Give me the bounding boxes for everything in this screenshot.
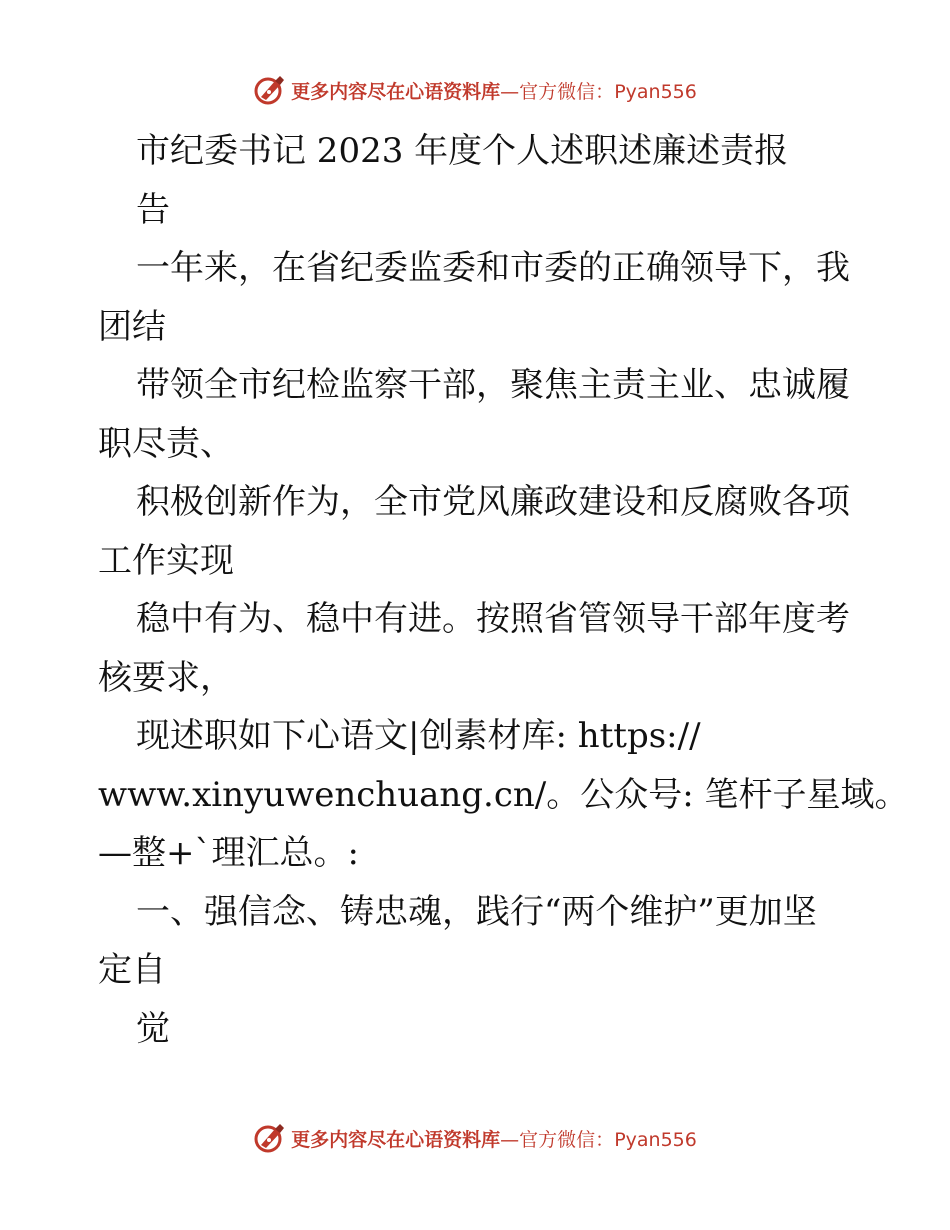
doc-line: 一年来，在省纪委监委和市委的正确领导下，我 <box>136 248 850 288</box>
doc-line: www.xinyuwenchuang.cn/。公众号: 笔杆子星域。 <box>98 774 909 815</box>
doc-line: 定自 <box>98 950 166 990</box>
doc-line: 告 <box>136 189 170 230</box>
watermark-text: 更多内容尽在心语资料库—官方微信：Pyan556 <box>291 80 697 103</box>
doc-line: 一、强信念、铸忠魂，践行“两个维护”更加坚 <box>136 891 817 932</box>
doc-line: 积极创新作为，全市党风廉政建设和反腐败各项 <box>136 482 850 522</box>
footer-watermark-banner <box>0 1118 950 1158</box>
doc-line: 带领全市纪检监察干部，聚焦主责主业、忠诚履 <box>136 365 850 405</box>
doc-line: 核要求， <box>98 657 234 698</box>
doc-line: 现述职如下心语文|创素材库: https:// <box>136 716 701 756</box>
pen-nib-logo-icon <box>253 73 287 107</box>
doc-line: 觉 <box>136 1008 170 1049</box>
watermark-text: 更多内容尽在心语资料库—官方微信：Pyan556 <box>291 1128 697 1151</box>
doc-line: —整+`理汇总。: <box>98 833 359 873</box>
doc-line: 职尽责、 <box>98 423 234 464</box>
doc-line: 团结 <box>98 306 166 347</box>
doc-line: 市纪委书记 2023 年度个人述职述廉述责报 <box>136 131 789 171</box>
doc-line: 稳中有为、稳中有进。按照省管领导干部年度考 <box>136 599 850 639</box>
document-body <box>98 122 909 1058</box>
pen-nib-logo-icon <box>253 1121 287 1155</box>
doc-line: 工作实现 <box>98 540 234 581</box>
header-watermark-banner <box>0 70 950 110</box>
